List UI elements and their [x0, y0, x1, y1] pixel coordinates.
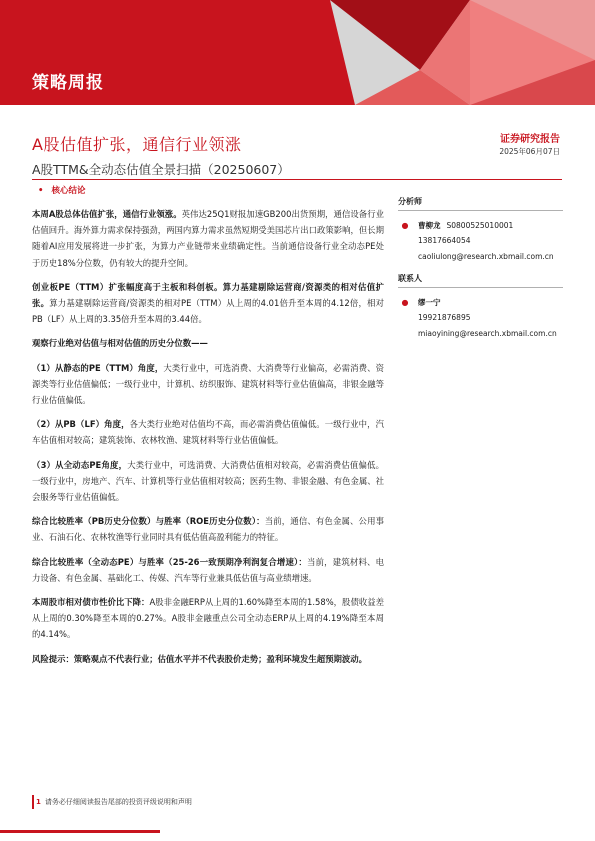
analyst-heading: 分析师 [398, 196, 563, 211]
doc-type-label: 证券研究报告 [500, 134, 560, 145]
footer [36, 797, 192, 807]
paragraph-lead: （3）从全动态PE角度， [32, 459, 128, 470]
paragraph [32, 554, 384, 586]
footer-notice: 请务必仔细阅读报告尾部的投资评级说明和声明 [44, 798, 192, 806]
paragraph-lead: 本周股市相对债市性价比下降： [32, 597, 150, 608]
paragraph [32, 594, 384, 643]
paragraph-text: 英伟达25Q1财报加速GB200出货预期，通信设备行业估值回升。海外算力需求保持强劲，两国内算力需求虽然短期受美国芯片出口政策影响，但长期随着AI应用发展将进一步扩张，为算力产业链带来业绩确定性。当前通信设备行业全动态PE处于历史18%分位数，仍有较大的提升空间。 [32, 209, 385, 268]
report-subtitle: A股TTM&全动态估值全景扫描（20250607） [32, 162, 290, 177]
banner-title: 策略周报 [32, 73, 104, 93]
header-banner [0, 0, 595, 105]
contact-heading: 联系人 [398, 273, 563, 288]
author-sidebar [398, 196, 563, 342]
contact-name: 缪一宁 [418, 297, 441, 307]
footer-accent [32, 795, 34, 809]
paragraph-lead: 本周A股总体估值扩张，通信行业领涨。 [32, 209, 182, 219]
paragraph-text: 算力基建剔除运营商/资源类的相对PE（TTM）从上周的4.01倍升至本周的4.12倍，相对PB（LF）从上周的3.35倍升至本周的3.44倍。 [32, 298, 384, 325]
person-icon: ● [401, 220, 409, 230]
paragraph-lead: （2）从PB（LF）角度， [32, 419, 130, 430]
section-label [38, 184, 85, 196]
analyst-phone: 13817664054 [418, 236, 471, 245]
paragraph [32, 279, 384, 328]
paragraph [32, 513, 384, 545]
bullet-icon: • [38, 186, 44, 196]
paragraph [32, 335, 384, 351]
contact-row [398, 294, 563, 310]
paragraph [32, 651, 384, 667]
analyst-name: 曹柳龙 [418, 220, 441, 230]
paragraph-text: 大类行业中，可选消费、大消费估值相对较高，必需消费估值偏低。一级行业中，房地产、汽车、计算机等行业估值相对较高；医药生物、非银金融、有色金属、社会服务等行业估值偏低。 [32, 459, 385, 503]
paragraph-lead: 综合比较胜率（全动态PE）与胜率（25-26一致预期净利润复合增速）： [32, 556, 308, 567]
paragraph-lead: （1）从静态的PE（TTM）角度， [32, 362, 164, 373]
page-number: 1 [36, 798, 41, 806]
paragraph-text: A股非金融ERP从上周的1.60%降至本周的1.58%，股债收益差从上周的0.30%降至本周的0.27%。A股非金融重点公司全动态ERP从上周的4.19%降至本周的4.14%。 [32, 597, 384, 640]
paragraph-lead: 综合比较胜率（PB历史分位数）与胜率（ROE历史分位数）： [32, 516, 265, 527]
paragraph-text: 当前，通信、有色金属、公用事业、石油石化、农林牧渔等行业同时具有低估值高盈利能力的特征。 [32, 516, 384, 543]
section-label-text: 核心结论 [51, 186, 86, 196]
contact-email[interactable]: miaoyining@research.xbmail.com.cn [418, 329, 557, 338]
report-date: 2025年06月07日 [499, 147, 560, 156]
analyst-row [398, 217, 563, 233]
analyst-cert: S0800525010001 [446, 220, 514, 230]
paragraph-lead: 观察行业绝对估值与相对估值的历史分位数—— [32, 338, 208, 349]
paragraph-text: 大类行业中，可选消费、大消费等行业偏高，必需消费、资源类等行业估值偏低；一级行业中，计算机、纺织服饰、建筑材料等行业估值偏高，非银金融等行业估值偏低。 [32, 362, 384, 406]
paragraph [32, 457, 384, 506]
paragraph-lead: 创业板PE（TTM）扩张幅度高于主板和科创板。算力基建剔除运营商/资源类的相对估值扩张。 [32, 281, 384, 309]
paragraph-text: 当前，建筑材料、电力设备、有色金属、基础化工、传媒、汽车等行业兼具低估值与高业绩增速。 [32, 556, 385, 583]
footer-divider [0, 830, 160, 833]
paragraph [32, 360, 384, 409]
paragraph [32, 206, 384, 271]
paragraph-text: 各大类行业绝对估值均不高，而必需消费估值偏低。一级行业中，汽车估值相对较高；建筑装饰、农林牧渔、建筑材料等行业估值偏低。 [32, 419, 385, 446]
contact-phone: 19921876895 [418, 313, 471, 322]
report-title: A股估值扩张，通信行业领涨 [32, 135, 242, 154]
body-text [32, 206, 384, 675]
analyst-email[interactable]: caoliulong@research.xbmail.com.cn [418, 252, 554, 261]
header-divider [32, 179, 562, 180]
paragraph [32, 416, 384, 448]
person-icon: ● [401, 297, 409, 307]
paragraph-lead: 风险提示：策略观点不代表行业；估值水平并不代表股价走势；盈利环境发生超预期波动。 [32, 653, 367, 664]
